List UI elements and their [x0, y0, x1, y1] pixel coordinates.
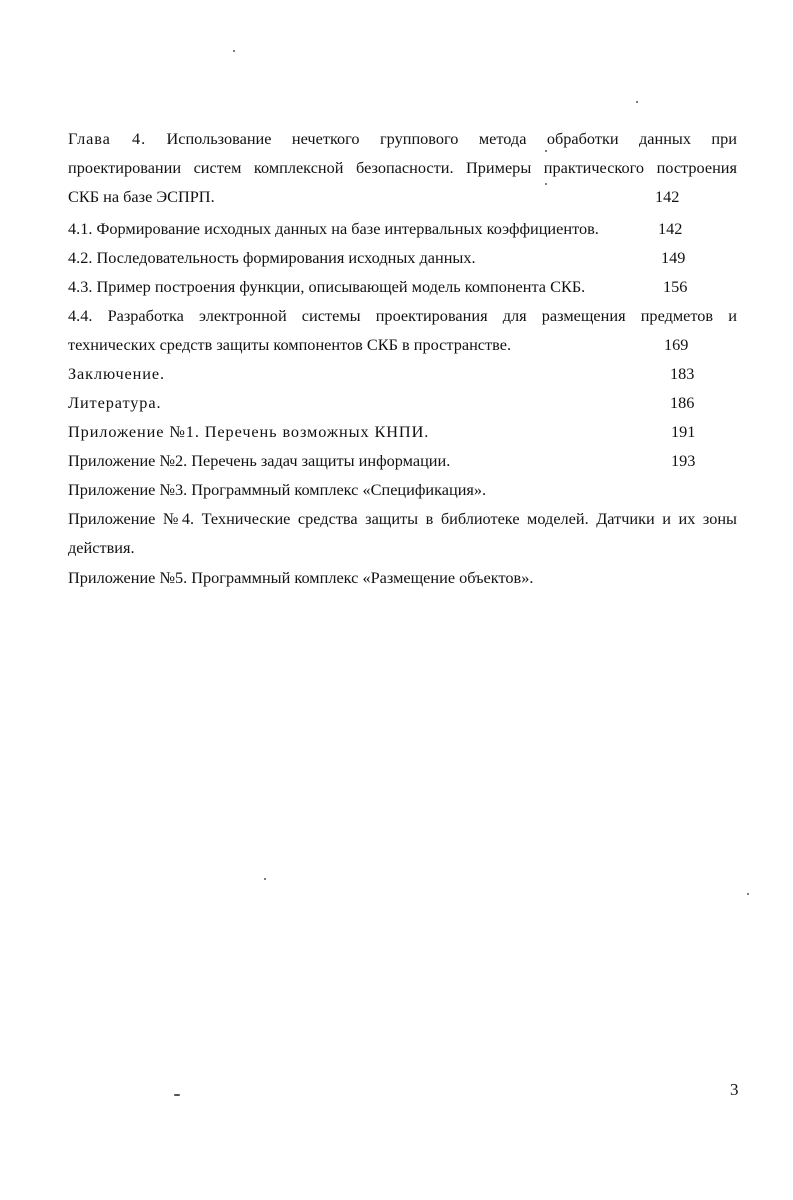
toc-appendix-1-page: 191	[671, 422, 696, 441]
toc-literature-page: 186	[670, 393, 695, 412]
toc-section-4-4-page: 169	[664, 335, 689, 354]
scan-speck	[545, 150, 547, 152]
scan-speck	[545, 183, 547, 185]
toc-section-4-3: 4.3. Пример построения функции, описывающей модель компонента СКБ.	[68, 277, 586, 296]
toc-chapter4-line2: проектировании систем комплексной безопасности. Примеры практического построения	[68, 158, 737, 177]
toc-section-4-1-page: 142	[658, 219, 683, 238]
toc-literature: Литература.	[68, 393, 162, 412]
toc-appendix-3: Приложение №3. Программный комплекс «Спецификация».	[68, 480, 487, 499]
toc-chapter4-line1	[68, 129, 737, 149]
toc-appendix-4-line2: действия.	[68, 538, 135, 557]
toc-appendix-5: Приложение №5. Программный комплекс «Размещение объектов».	[68, 568, 534, 587]
toc-appendix-1: Приложение №1. Перечень возможных КНПИ.	[68, 422, 430, 441]
toc-chapter4-label: Глава 4.	[68, 129, 147, 148]
toc-conclusion-page: 183	[670, 364, 695, 383]
toc-appendix-2: Приложение №2. Перечень задач защиты информации.	[68, 451, 451, 470]
toc-chapter4-line3: СКБ на базе ЭСПРП.	[68, 187, 215, 206]
toc-conclusion: Заключение.	[68, 364, 165, 383]
toc-appendix-4-line1: Приложение №4. Технические средства защиты в библиотеке моделей. Датчики и их зоны	[68, 509, 737, 528]
toc-section-4-2: 4.2. Последовательность формирования исходных данных.	[68, 248, 476, 267]
toc-section-4-4-line2: технических средств защиты компонентов СКБ в пространстве.	[68, 335, 512, 354]
page-number: 3	[730, 1080, 739, 1099]
toc-section-4-1: 4.1. Формирование исходных данных на базе интервальных коэффициентов.	[68, 219, 599, 238]
scan-speck	[174, 1094, 180, 1096]
toc-chapter4-title-part1: Использование нечеткого группового метода обработки данных при	[166, 129, 737, 148]
scan-speck	[747, 893, 749, 895]
toc-chapter4-page: 142	[655, 187, 680, 206]
toc-section-4-3-page: 156	[663, 277, 688, 296]
toc-section-4-4-line1: 4.4. Разработка электронной системы проектирования для размещения предметов и	[68, 306, 737, 325]
toc-appendix-2-page: 193	[671, 451, 696, 470]
toc-section-4-2-page: 149	[661, 248, 686, 267]
scan-speck	[233, 50, 235, 52]
scan-speck	[264, 878, 266, 880]
scan-speck	[636, 101, 638, 103]
